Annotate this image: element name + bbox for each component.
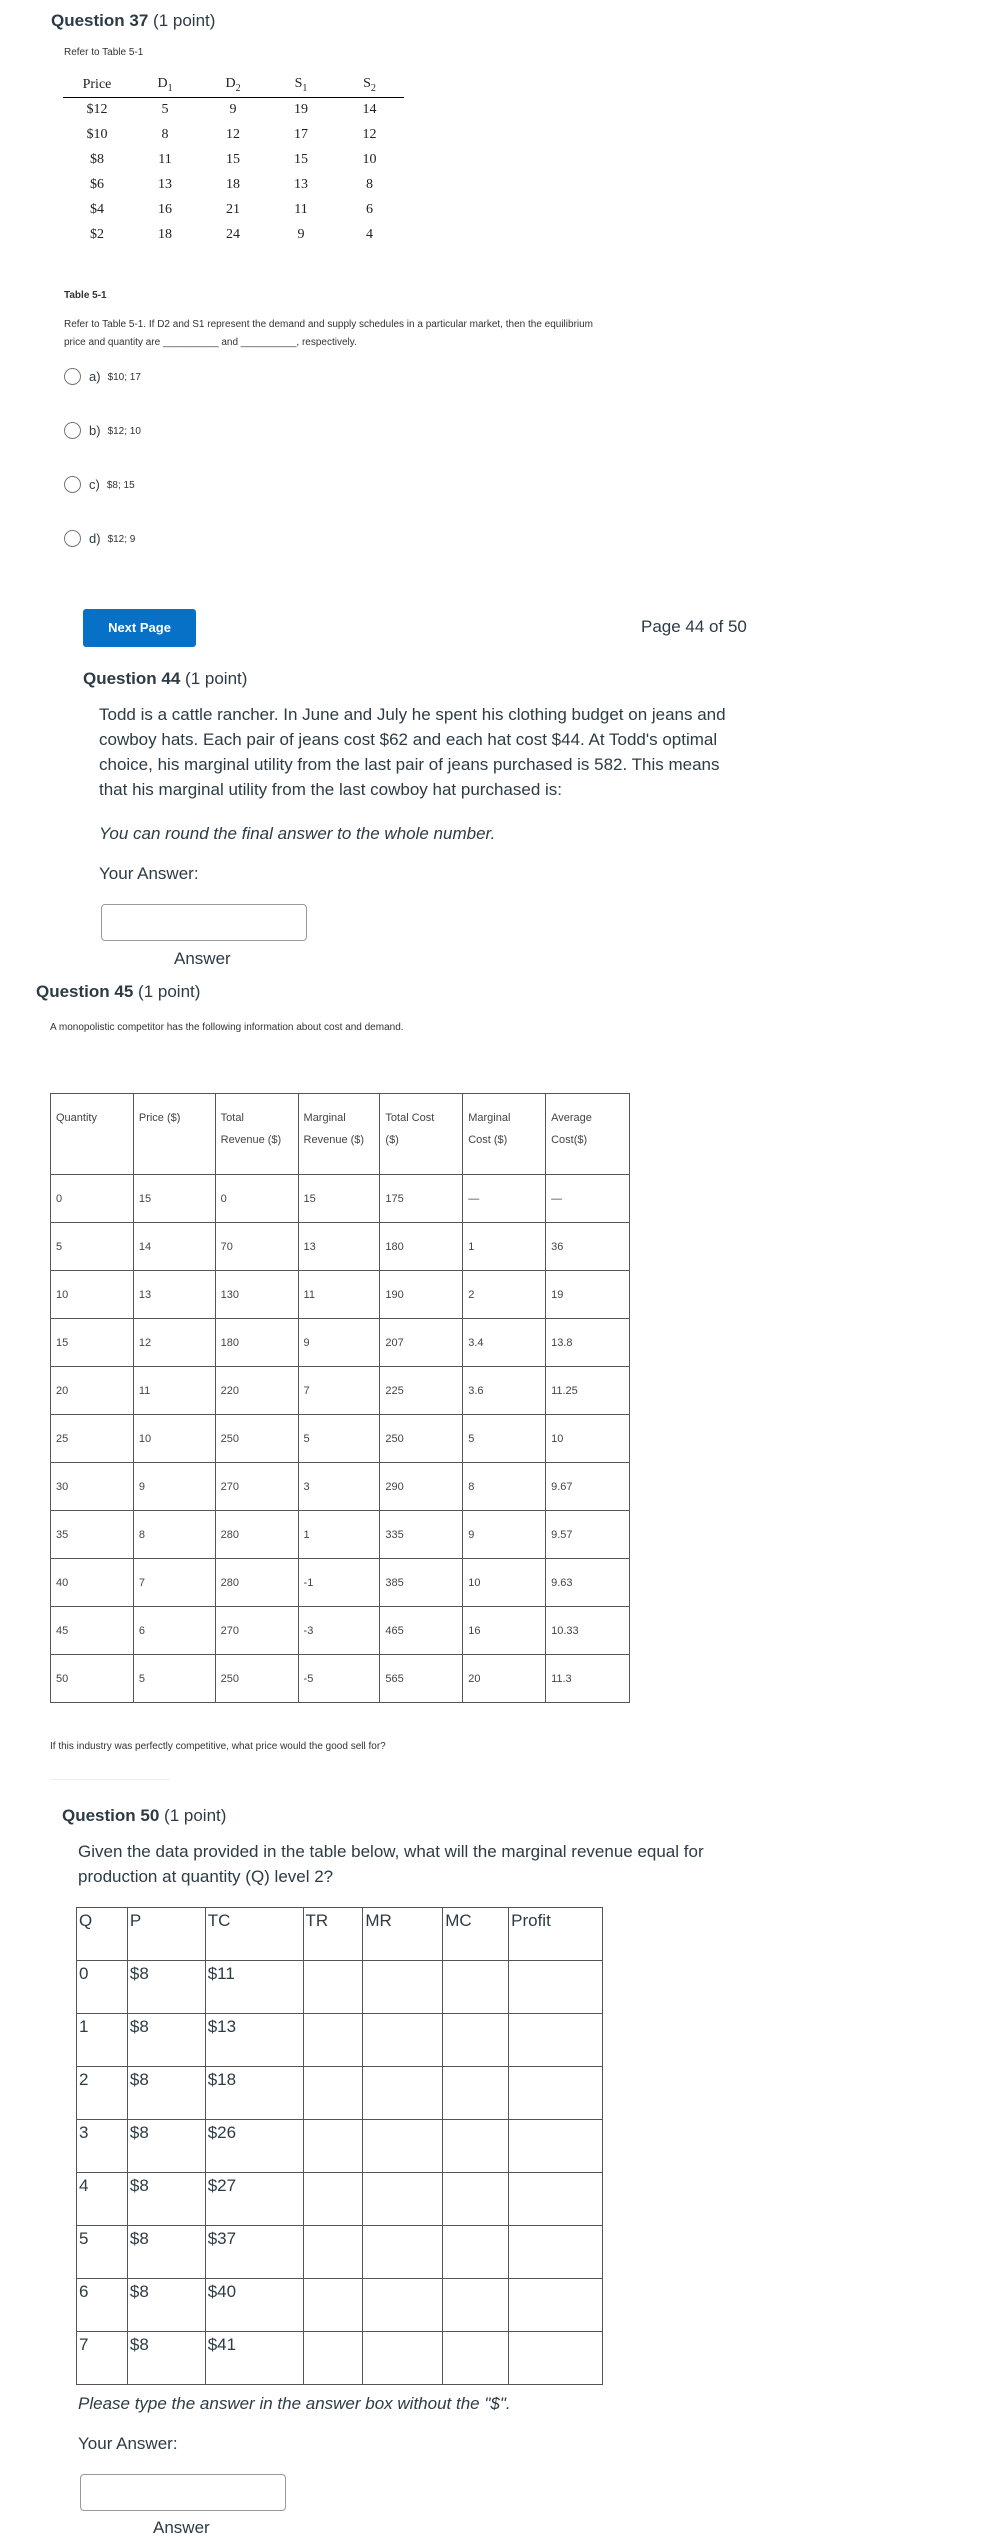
q45-heading — [36, 982, 200, 1002]
table-cell: 5 — [133, 1655, 215, 1703]
table-cell: 270 — [215, 1607, 298, 1655]
table-cell: 250 — [380, 1415, 463, 1463]
table-cell — [443, 2014, 509, 2067]
table-cell: 11.3 — [546, 1655, 630, 1703]
table-cell: 8 — [463, 1463, 546, 1511]
q45-header-cell — [546, 1094, 630, 1175]
table-cell: 10.33 — [546, 1607, 630, 1655]
table-cell: 12 — [133, 1319, 215, 1367]
table-row — [63, 173, 404, 198]
table-cell — [363, 2226, 443, 2279]
table-cell: 20 — [463, 1655, 546, 1703]
q50-note: Please type the answer in the answer box without the "$". — [78, 2394, 511, 2413]
table-cell: $4 — [90, 202, 104, 218]
table-row — [63, 198, 404, 223]
q50-table — [76, 1907, 603, 2385]
table-cell: 0 — [77, 1961, 128, 2014]
q37-question-line2: price and quantity are __________ and __________, respectively. — [64, 337, 357, 348]
table-cell: 24 — [226, 227, 240, 243]
table-cell: $11 — [205, 1961, 303, 2014]
page-indicator: Page 44 of 50 — [641, 617, 747, 636]
table-cell: 18 — [226, 177, 240, 193]
table-cell: 19 — [546, 1271, 630, 1319]
table-cell: $6 — [90, 177, 104, 193]
table-cell: 16 — [158, 202, 172, 218]
table-cell: 14 — [133, 1223, 215, 1271]
table-cell — [509, 2279, 603, 2332]
q45-question: If this industry was perfectly competitive, what price would the good sell for? — [50, 1741, 386, 1752]
table-cell — [363, 2173, 443, 2226]
table-cell: 9.57 — [546, 1511, 630, 1559]
table-cell: 3.6 — [463, 1367, 546, 1415]
table-cell: 13 — [294, 177, 308, 193]
table-cell — [443, 2120, 509, 2173]
q45-table-header — [51, 1094, 630, 1175]
table-cell: $8 — [90, 152, 104, 168]
table-cell: 16 — [463, 1607, 546, 1655]
q45-points: (1 point) — [138, 982, 201, 1001]
table-cell: 1 — [463, 1223, 546, 1271]
q45-header-line: Cost($) — [551, 1134, 588, 1146]
table-cell: 17 — [294, 127, 308, 143]
q50-header-cell: MR — [363, 1908, 443, 1961]
q37-header-cell — [199, 76, 267, 97]
table-cell: — — [546, 1175, 630, 1223]
table-cell: 6 — [366, 202, 373, 218]
q37-header-sub: 2 — [235, 82, 241, 94]
table-cell: — — [463, 1175, 546, 1223]
table-cell: 15 — [133, 1175, 215, 1223]
table-cell: 9 — [463, 1511, 546, 1559]
q37-header-sub: 1 — [167, 82, 173, 94]
q37-table-body — [63, 97, 404, 248]
table-cell: 4 — [77, 2173, 128, 2226]
table-cell: 8 — [133, 1511, 215, 1559]
table-cell: 2 — [77, 2067, 128, 2120]
table-cell: 14 — [362, 102, 377, 118]
table-cell — [303, 2226, 363, 2279]
q37-option-a[interactable] — [64, 368, 141, 385]
table-cell: 180 — [380, 1223, 463, 1271]
q45-header-line: Marginal — [303, 1112, 346, 1124]
q37-title: Question 37 — [51, 11, 149, 30]
table-cell — [509, 2332, 603, 2385]
q37-header-cell — [335, 76, 404, 97]
radio-button[interactable] — [64, 530, 81, 547]
table-cell: $8 — [127, 2279, 205, 2332]
table-row — [63, 97, 404, 123]
table-cell: 10 — [51, 1271, 134, 1319]
table-cell: 270 — [215, 1463, 298, 1511]
q50-header-cell: MC — [443, 1908, 509, 1961]
q37-intro: Refer to Table 5-1 — [64, 47, 144, 58]
table-row — [51, 1175, 630, 1223]
q45-table — [50, 1093, 630, 1703]
q37-header-sub: 2 — [370, 82, 376, 94]
table-cell: 8 — [161, 127, 169, 143]
table-cell: 3.4 — [463, 1319, 546, 1367]
q44-note: You can round the final answer to the whole number. — [99, 824, 496, 843]
q50-body — [78, 1839, 758, 1889]
table-cell: 290 — [380, 1463, 463, 1511]
table-cell: 15 — [298, 1175, 380, 1223]
q45-header-cell — [298, 1094, 380, 1175]
q37-option-b[interactable] — [64, 422, 141, 439]
table-row — [51, 1367, 630, 1415]
table-cell — [363, 2120, 443, 2173]
table-cell: 9 — [297, 227, 305, 243]
table-cell: 5 — [161, 102, 169, 118]
q37-header-main: D — [157, 76, 168, 91]
table-cell: 5 — [463, 1415, 546, 1463]
table-cell: 5 — [51, 1223, 134, 1271]
q50-table-body — [77, 1961, 603, 2385]
q50-answer-caption: Answer — [153, 2518, 210, 2537]
table-row — [51, 1319, 630, 1367]
table-cell: 13 — [133, 1271, 215, 1319]
q50-title: Question 50 — [62, 1806, 160, 1825]
q37-header-cell — [63, 76, 131, 97]
q45-title: Question 45 — [36, 982, 134, 1001]
table-cell: 130 — [215, 1271, 298, 1319]
table-cell: $8 — [127, 2226, 205, 2279]
q37-header-main: Price — [82, 76, 112, 92]
table-row — [51, 1271, 630, 1319]
table-cell: 20 — [51, 1367, 134, 1415]
table-cell: 15 — [294, 152, 308, 168]
table-cell: 465 — [380, 1607, 463, 1655]
q44-title: Question 44 — [83, 669, 181, 688]
table-cell — [303, 2279, 363, 2332]
table-cell: 25 — [51, 1415, 134, 1463]
option-letter: a) — [89, 369, 101, 384]
q37-table — [63, 76, 404, 248]
table-cell: $8 — [127, 2332, 205, 2385]
table-cell: 11 — [294, 202, 308, 218]
q44-body-line: choice, his marginal utility from the last pair of jeans purchased is 582. This means — [99, 755, 720, 774]
q44-your-answer-label: Your Answer: — [99, 864, 199, 883]
q37-points: (1 point) — [153, 11, 216, 30]
q45-header-cell — [463, 1094, 546, 1175]
table-cell: 9.63 — [546, 1559, 630, 1607]
table-row — [77, 1961, 603, 2014]
table-cell: $18 — [205, 2067, 303, 2120]
q45-header-line: Revenue ($) — [303, 1134, 365, 1146]
option-letter: d) — [89, 531, 101, 546]
table-cell — [303, 1961, 363, 2014]
radio-button[interactable] — [64, 422, 81, 439]
table-cell: $27 — [205, 2173, 303, 2226]
table-cell: 0 — [51, 1175, 134, 1223]
q45-header-cell — [51, 1094, 134, 1175]
table-cell — [303, 2173, 363, 2226]
table-cell: 19 — [294, 102, 308, 118]
table-row — [77, 2226, 603, 2279]
table-cell: 9 — [229, 102, 237, 118]
table-cell: 385 — [380, 1559, 463, 1607]
table-cell: $8 — [127, 2067, 205, 2120]
q45-header-cell — [133, 1094, 215, 1175]
q44-points: (1 point) — [185, 669, 248, 688]
table-cell: -3 — [298, 1607, 380, 1655]
q50-header-cell: P — [127, 1908, 205, 1961]
table-cell: $10 — [86, 127, 108, 143]
q45-header-line: Revenue ($) — [220, 1134, 282, 1146]
table-cell — [443, 1961, 509, 2014]
table-cell: 15 — [226, 152, 240, 168]
table-row — [77, 2279, 603, 2332]
table-cell: 15 — [51, 1319, 134, 1367]
table-cell — [303, 2120, 363, 2173]
q45-header-line: Average — [551, 1112, 592, 1124]
table-cell — [443, 2067, 509, 2120]
table-cell — [509, 2226, 603, 2279]
table-cell: 7 — [298, 1367, 380, 1415]
table-row — [51, 1511, 630, 1559]
table-cell: 250 — [215, 1655, 298, 1703]
q50-table-header — [77, 1908, 603, 1961]
table-cell: 70 — [215, 1223, 298, 1271]
table-cell — [509, 2014, 603, 2067]
table-cell: 280 — [215, 1511, 298, 1559]
table-row — [51, 1559, 630, 1607]
q45-divider — [50, 1779, 170, 1780]
q44-body-line: Todd is a cattle rancher. In June and July he spent his clothing budget on jeans and — [99, 705, 726, 724]
q50-body-line: Given the data provided in the table below, what will the marginal revenue equal for — [78, 1842, 704, 1861]
q37-header-main: D — [225, 76, 236, 91]
table-cell: 13.8 — [546, 1319, 630, 1367]
table-cell — [363, 2014, 443, 2067]
table-row — [63, 223, 404, 248]
q44-answer-caption: Answer — [174, 949, 231, 968]
table-cell: 180 — [215, 1319, 298, 1367]
table-cell — [363, 1961, 443, 2014]
q50-answer-input[interactable] — [80, 2474, 286, 2511]
table-cell — [363, 2067, 443, 2120]
table-cell — [443, 2332, 509, 2385]
table-cell: 190 — [380, 1271, 463, 1319]
table-cell — [303, 2014, 363, 2067]
table-cell: 30 — [51, 1463, 134, 1511]
table-cell: $8 — [127, 2014, 205, 2067]
q37-header-cell — [267, 76, 335, 97]
table-row — [51, 1415, 630, 1463]
table-cell: 3 — [298, 1463, 380, 1511]
table-cell: 207 — [380, 1319, 463, 1367]
q37-question — [64, 316, 593, 352]
table-cell: 565 — [380, 1655, 463, 1703]
table-cell: 335 — [380, 1511, 463, 1559]
table-cell — [509, 2120, 603, 2173]
table-cell: $2 — [90, 227, 104, 243]
table-cell: 40 — [51, 1559, 134, 1607]
table-cell: 12 — [226, 127, 240, 143]
table-cell: 1 — [298, 1511, 380, 1559]
table-row — [77, 2014, 603, 2067]
q37-header-sub: 1 — [302, 82, 308, 94]
table-cell — [363, 2332, 443, 2385]
table-cell: -1 — [298, 1559, 380, 1607]
q45-header-line: Total — [220, 1112, 244, 1124]
table-cell: 5 — [77, 2226, 128, 2279]
table-cell: $8 — [127, 2120, 205, 2173]
table-cell: 175 — [380, 1175, 463, 1223]
table-cell — [509, 2173, 603, 2226]
q37-option-d[interactable] — [64, 530, 135, 547]
table-row — [77, 2173, 603, 2226]
table-cell: 35 — [51, 1511, 134, 1559]
table-cell: 7 — [133, 1559, 215, 1607]
table-cell: $8 — [127, 2173, 205, 2226]
table-cell: 4 — [366, 227, 373, 243]
table-cell: 0 — [215, 1175, 298, 1223]
table-cell: $37 — [205, 2226, 303, 2279]
table-cell: 280 — [215, 1559, 298, 1607]
q50-heading — [62, 1806, 226, 1826]
table-cell: $26 — [205, 2120, 303, 2173]
table-cell: 11.25 — [546, 1367, 630, 1415]
option-value: $10; 17 — [107, 372, 141, 383]
table-cell: 13 — [158, 177, 172, 193]
q44-body-line: cowboy hats. Each pair of jeans cost $62 and each hat cost $44. At Todd's optimal — [99, 730, 718, 749]
q37-heading — [51, 11, 215, 31]
option-letter: c) — [89, 477, 100, 492]
table-cell — [443, 2173, 509, 2226]
table-cell: 220 — [215, 1367, 298, 1415]
q44-body — [99, 702, 739, 802]
table-cell: 225 — [380, 1367, 463, 1415]
q37-caption: Table 5-1 — [64, 290, 107, 301]
table-cell: $13 — [205, 2014, 303, 2067]
q45-header-line: Quantity — [56, 1112, 97, 1124]
q45-header-cell — [215, 1094, 298, 1175]
table-cell: 9 — [298, 1319, 380, 1367]
table-cell — [509, 2067, 603, 2120]
table-cell: 21 — [226, 202, 240, 218]
table-cell: 10 — [133, 1415, 215, 1463]
radio-button[interactable] — [64, 368, 81, 385]
table-row — [51, 1463, 630, 1511]
table-cell: $8 — [127, 1961, 205, 2014]
q45-header-line: Marginal — [468, 1112, 511, 1124]
table-cell: 1 — [77, 2014, 128, 2067]
table-cell: 8 — [366, 177, 373, 193]
table-cell: 10 — [362, 152, 377, 168]
table-cell — [363, 2279, 443, 2332]
table-cell: 5 — [298, 1415, 380, 1463]
option-value: $12; 10 — [107, 426, 141, 437]
table-row — [51, 1223, 630, 1271]
table-cell: 250 — [215, 1415, 298, 1463]
table-row — [77, 2120, 603, 2173]
table-cell: 9.67 — [546, 1463, 630, 1511]
table-cell: 45 — [51, 1607, 134, 1655]
q45-intro: A monopolistic competitor has the following information about cost and demand. — [50, 1022, 404, 1033]
table-cell: $41 — [205, 2332, 303, 2385]
q45-header-cell — [380, 1094, 463, 1175]
option-letter: b) — [89, 423, 101, 438]
table-cell — [303, 2067, 363, 2120]
table-row — [51, 1655, 630, 1703]
option-value: $12; 9 — [107, 534, 136, 545]
table-cell: 10 — [546, 1415, 630, 1463]
radio-button[interactable] — [64, 476, 81, 493]
q45-header-line: Cost ($) — [468, 1134, 508, 1146]
q45-header-line: Total Cost — [385, 1112, 435, 1124]
q45-header-line: Price ($) — [138, 1112, 181, 1124]
table-cell: 11 — [133, 1367, 215, 1415]
q50-body-line: production at quantity (Q) level 2? — [78, 1867, 334, 1886]
table-row — [77, 2332, 603, 2385]
table-cell: 9 — [133, 1463, 215, 1511]
q44-body-line: that his marginal utility from the last cowboy hat purchased is: — [99, 780, 562, 799]
q37-header-main: S — [294, 76, 303, 91]
table-cell: 3 — [77, 2120, 128, 2173]
q45-table-body — [51, 1175, 630, 1703]
q44-heading — [83, 669, 247, 689]
q50-your-answer-label: Your Answer: — [78, 2434, 178, 2453]
table-row — [63, 123, 404, 148]
q44-answer-input[interactable] — [101, 904, 307, 941]
table-row — [63, 148, 404, 173]
table-cell: $12 — [86, 102, 108, 118]
table-cell: 12 — [362, 127, 377, 143]
q50-header-cell: Q — [77, 1908, 128, 1961]
q37-header-main: S — [363, 76, 371, 91]
table-cell: 11 — [298, 1271, 380, 1319]
q37-table-header — [63, 76, 404, 97]
next-page-button[interactable]: Next Page — [83, 609, 196, 647]
table-cell: 36 — [546, 1223, 630, 1271]
table-cell: 6 — [133, 1607, 215, 1655]
q50-header-cell: TR — [303, 1908, 363, 1961]
table-cell: $40 — [205, 2279, 303, 2332]
q37-header-cell — [131, 76, 199, 97]
table-cell: -5 — [298, 1655, 380, 1703]
table-cell: 2 — [463, 1271, 546, 1319]
table-cell: 13 — [298, 1223, 380, 1271]
table-cell: 11 — [158, 152, 172, 168]
table-cell — [443, 2226, 509, 2279]
table-cell: 50 — [51, 1655, 134, 1703]
table-cell: 10 — [463, 1559, 546, 1607]
table-cell: 18 — [158, 227, 172, 243]
table-cell: 6 — [77, 2279, 128, 2332]
option-value: $8; 15 — [106, 480, 135, 491]
q45-header-line: ($) — [385, 1134, 399, 1146]
table-cell — [443, 2279, 509, 2332]
q37-option-c[interactable] — [64, 476, 135, 493]
q50-points: (1 point) — [164, 1806, 227, 1825]
table-cell: 7 — [77, 2332, 128, 2385]
table-row — [77, 2067, 603, 2120]
q50-header-cell: Profit — [509, 1908, 603, 1961]
table-row — [51, 1607, 630, 1655]
q50-header-cell: TC — [205, 1908, 303, 1961]
q37-question-line1: Refer to Table 5-1. If D2 and S1 represent the demand and supply schedules in a particular market, then the equilibrium — [64, 319, 594, 330]
table-cell — [509, 1961, 603, 2014]
table-cell — [303, 2332, 363, 2385]
